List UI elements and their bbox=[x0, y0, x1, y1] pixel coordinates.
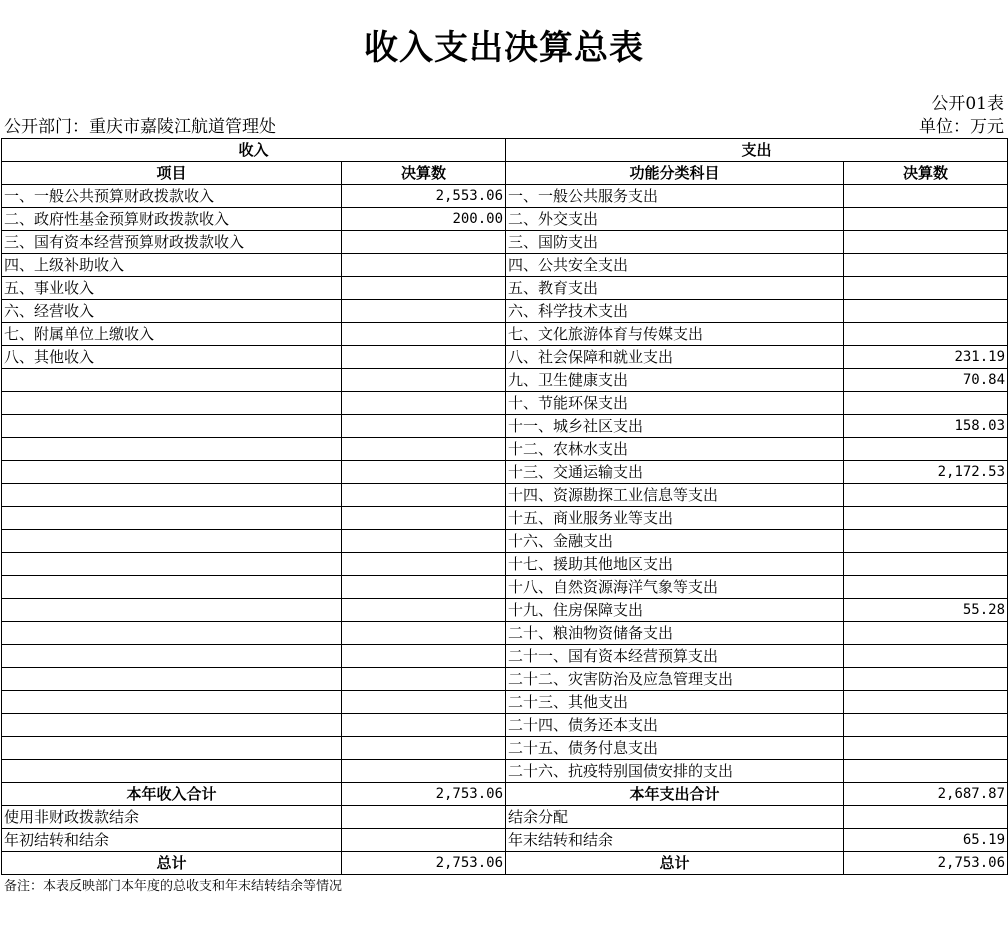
income-amount bbox=[342, 254, 506, 277]
table-row bbox=[2, 553, 1008, 576]
expense-section-header: 支出 bbox=[506, 139, 1008, 162]
expense-item: 二十六、抗疫特别国债安排的支出 bbox=[506, 760, 844, 783]
grand-income-value: 2,753.06 bbox=[342, 852, 506, 875]
expense-item: 十二、农林水支出 bbox=[506, 438, 844, 461]
begin-carry-label: 年初结转和结余 bbox=[2, 829, 342, 852]
income-item bbox=[2, 599, 342, 622]
expense-amount: 2,172.53 bbox=[844, 461, 1008, 484]
end-carry-value: 65.19 bbox=[844, 829, 1008, 852]
expense-item: 十一、城乡社区支出 bbox=[506, 415, 844, 438]
income-item bbox=[2, 622, 342, 645]
table-row bbox=[2, 461, 1008, 484]
table-row bbox=[2, 346, 1008, 369]
expense-amount bbox=[844, 300, 1008, 323]
income-amount bbox=[342, 484, 506, 507]
expense-item: 十八、自然资源海洋气象等支出 bbox=[506, 576, 844, 599]
expense-item: 十九、住房保障支出 bbox=[506, 599, 844, 622]
income-amount bbox=[342, 461, 506, 484]
table-row bbox=[2, 392, 1008, 415]
expense-amount bbox=[844, 645, 1008, 668]
expense-amount bbox=[844, 576, 1008, 599]
income-item: 七、附属单位上缴收入 bbox=[2, 323, 342, 346]
expense-amount bbox=[844, 484, 1008, 507]
expense-amount bbox=[844, 507, 1008, 530]
unit-label: 单位：万元 bbox=[919, 117, 1004, 137]
income-amount bbox=[342, 392, 506, 415]
budget-table bbox=[1, 138, 1008, 875]
income-amount bbox=[342, 737, 506, 760]
income-amount bbox=[342, 714, 506, 737]
end-carry-label: 年末结转和结余 bbox=[506, 829, 844, 852]
table-row bbox=[2, 300, 1008, 323]
income-amount bbox=[342, 553, 506, 576]
expense-item: 二、外交支出 bbox=[506, 208, 844, 231]
expense-item: 三、国防支出 bbox=[506, 231, 844, 254]
table-row bbox=[2, 231, 1008, 254]
year-expense-label: 本年支出合计 bbox=[506, 783, 844, 806]
column-header-row bbox=[2, 162, 1008, 185]
income-amount: 2,553.06 bbox=[342, 185, 506, 208]
expense-item: 十、节能环保支出 bbox=[506, 392, 844, 415]
department-label: 公开部门：重庆市嘉陵江航道管理处 bbox=[4, 117, 276, 137]
table-row bbox=[2, 737, 1008, 760]
income-amount bbox=[342, 668, 506, 691]
income-item bbox=[2, 760, 342, 783]
income-amount: 200.00 bbox=[342, 208, 506, 231]
income-amount bbox=[342, 300, 506, 323]
income-item bbox=[2, 415, 342, 438]
expense-amount bbox=[844, 691, 1008, 714]
expense-amount bbox=[844, 208, 1008, 231]
table-row bbox=[2, 185, 1008, 208]
expense-amount bbox=[844, 254, 1008, 277]
expense-item: 九、卫生健康支出 bbox=[506, 369, 844, 392]
expense-item: 四、公共安全支出 bbox=[506, 254, 844, 277]
income-section-header: 收入 bbox=[2, 139, 506, 162]
table-row bbox=[2, 645, 1008, 668]
expense-amount bbox=[844, 622, 1008, 645]
income-amount-header: 决算数 bbox=[342, 162, 506, 185]
carryover-row bbox=[2, 829, 1008, 852]
expense-item: 一、一般公共服务支出 bbox=[506, 185, 844, 208]
expense-item: 二十五、债务付息支出 bbox=[506, 737, 844, 760]
year-total-row bbox=[2, 783, 1008, 806]
income-item: 六、经营收入 bbox=[2, 300, 342, 323]
income-amount bbox=[342, 438, 506, 461]
expense-item: 二十、粮油物资储备支出 bbox=[506, 622, 844, 645]
expense-amount bbox=[844, 323, 1008, 346]
expense-amount bbox=[844, 438, 1008, 461]
table-row bbox=[2, 507, 1008, 530]
income-amount bbox=[342, 231, 506, 254]
grand-expense-value: 2,753.06 bbox=[844, 852, 1008, 875]
expense-amount bbox=[844, 277, 1008, 300]
form-number: 公开01表 bbox=[931, 94, 1004, 114]
income-item bbox=[2, 645, 342, 668]
grand-expense-label: 总计 bbox=[506, 852, 844, 875]
income-item bbox=[2, 691, 342, 714]
grand-total-row bbox=[2, 852, 1008, 875]
grand-income-label: 总计 bbox=[2, 852, 342, 875]
expense-item: 六、科学技术支出 bbox=[506, 300, 844, 323]
expense-amount: 231.19 bbox=[844, 346, 1008, 369]
section-header-row bbox=[2, 139, 1008, 162]
expense-item: 二十四、债务还本支出 bbox=[506, 714, 844, 737]
income-amount bbox=[342, 369, 506, 392]
expense-amount bbox=[844, 392, 1008, 415]
non-fiscal-label: 使用非财政拨款结余 bbox=[2, 806, 342, 829]
table-row bbox=[2, 599, 1008, 622]
table-row bbox=[2, 369, 1008, 392]
table-row bbox=[2, 323, 1008, 346]
table-row bbox=[2, 622, 1008, 645]
table-row bbox=[2, 714, 1008, 737]
income-item bbox=[2, 553, 342, 576]
expense-amount bbox=[844, 714, 1008, 737]
year-income-value: 2,753.06 bbox=[342, 783, 506, 806]
income-amount bbox=[342, 415, 506, 438]
page-title: 收入支出决算总表 bbox=[364, 28, 644, 68]
year-income-label: 本年收入合计 bbox=[2, 783, 342, 806]
expense-item: 十五、商业服务业等支出 bbox=[506, 507, 844, 530]
expense-amount bbox=[844, 668, 1008, 691]
income-amount bbox=[342, 576, 506, 599]
income-amount bbox=[342, 507, 506, 530]
income-item: 二、政府性基金预算财政拨款收入 bbox=[2, 208, 342, 231]
expense-item: 二十二、灾害防治及应急管理支出 bbox=[506, 668, 844, 691]
begin-carry-value bbox=[342, 829, 506, 852]
table-row bbox=[2, 277, 1008, 300]
table-row bbox=[2, 530, 1008, 553]
income-item: 四、上级补助收入 bbox=[2, 254, 342, 277]
expense-item: 十七、援助其他地区支出 bbox=[506, 553, 844, 576]
income-item bbox=[2, 668, 342, 691]
footnote: 备注：本表反映部门本年度的总收支和年末结转结余等情况 bbox=[4, 879, 343, 894]
expense-item: 十六、金融支出 bbox=[506, 530, 844, 553]
income-item: 一、一般公共预算财政拨款收入 bbox=[2, 185, 342, 208]
table-row bbox=[2, 415, 1008, 438]
expense-amount bbox=[844, 760, 1008, 783]
table-row bbox=[2, 668, 1008, 691]
distribution-label: 结余分配 bbox=[506, 806, 844, 829]
income-item bbox=[2, 392, 342, 415]
non-fiscal-row bbox=[2, 806, 1008, 829]
table-row bbox=[2, 208, 1008, 231]
expense-item: 八、社会保障和就业支出 bbox=[506, 346, 844, 369]
expense-item: 十四、资源勘探工业信息等支出 bbox=[506, 484, 844, 507]
table-row bbox=[2, 484, 1008, 507]
table-row bbox=[2, 254, 1008, 277]
income-item-header: 项目 bbox=[2, 162, 342, 185]
table-row bbox=[2, 760, 1008, 783]
expense-amount: 70.84 bbox=[844, 369, 1008, 392]
expense-amount-header: 决算数 bbox=[844, 162, 1008, 185]
income-item bbox=[2, 714, 342, 737]
income-item bbox=[2, 576, 342, 599]
income-amount bbox=[342, 645, 506, 668]
income-item bbox=[2, 484, 342, 507]
table-row bbox=[2, 576, 1008, 599]
income-amount bbox=[342, 346, 506, 369]
expense-item: 七、文化旅游体育与传媒支出 bbox=[506, 323, 844, 346]
expense-amount bbox=[844, 530, 1008, 553]
income-item bbox=[2, 461, 342, 484]
income-item bbox=[2, 438, 342, 461]
expense-item-header: 功能分类科目 bbox=[506, 162, 844, 185]
income-item: 五、事业收入 bbox=[2, 277, 342, 300]
income-item: 八、其他收入 bbox=[2, 346, 342, 369]
non-fiscal-value bbox=[342, 806, 506, 829]
income-amount bbox=[342, 760, 506, 783]
expense-amount: 55.28 bbox=[844, 599, 1008, 622]
table-row bbox=[2, 691, 1008, 714]
expense-item: 十三、交通运输支出 bbox=[506, 461, 844, 484]
expense-amount bbox=[844, 185, 1008, 208]
year-expense-value: 2,687.87 bbox=[844, 783, 1008, 806]
income-amount bbox=[342, 691, 506, 714]
income-amount bbox=[342, 323, 506, 346]
income-amount bbox=[342, 622, 506, 645]
expense-amount bbox=[844, 553, 1008, 576]
income-item: 三、国有资本经营预算财政拨款收入 bbox=[2, 231, 342, 254]
expense-amount bbox=[844, 231, 1008, 254]
expense-item: 二十三、其他支出 bbox=[506, 691, 844, 714]
income-item bbox=[2, 369, 342, 392]
table-row bbox=[2, 438, 1008, 461]
income-amount bbox=[342, 599, 506, 622]
income-item bbox=[2, 737, 342, 760]
income-item bbox=[2, 530, 342, 553]
expense-amount bbox=[844, 737, 1008, 760]
distribution-value bbox=[844, 806, 1008, 829]
income-amount bbox=[342, 277, 506, 300]
income-amount bbox=[342, 530, 506, 553]
expense-amount: 158.03 bbox=[844, 415, 1008, 438]
expense-item: 五、教育支出 bbox=[506, 277, 844, 300]
income-item bbox=[2, 507, 342, 530]
expense-item: 二十一、国有资本经营预算支出 bbox=[506, 645, 844, 668]
